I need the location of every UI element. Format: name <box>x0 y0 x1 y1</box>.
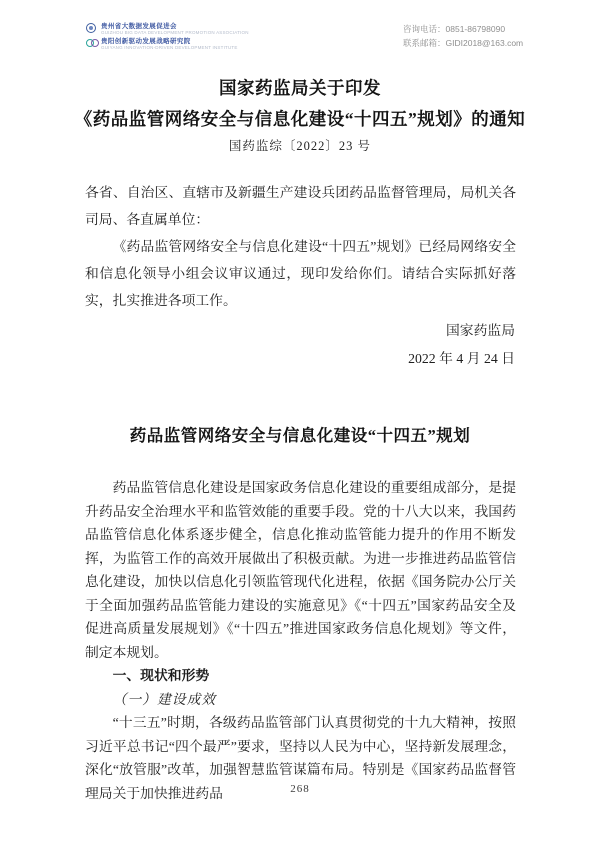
addressee-line: 各省、自治区、直辖市及新疆生产建设兵团药品监督管理局，局机关各司局、各直属单位： <box>85 185 516 227</box>
plan-paragraph-1: 药品监管信息化建设是国家政务信息化建设的重要组成部分，是提升药品安全治理水平和监管效能的重要手段。党的十八大以来，我国药品监管信息化体系逐步健全，信息化推动监管能力提升的作用不断发挥，为监管工作的高效开展做出了积极贡献。为进一步推进药品监管信息化建设，加快以信息化引领监管现代化进程，依据《国务院办公厅关于全面加强药品监管能力建设的实施意见》《“十四五”国家药品安全及促进高质量发展规划》《“十四五”推进国家政务信息化规划》等文件，制定本规划。 <box>85 480 516 660</box>
association-emblem-icon <box>86 23 98 35</box>
notice-title-line2: 《药品监管网络安全与信息化建设“十四五”规划》的通知 <box>74 109 526 129</box>
association-name: 贵州省大数据发展促进会 <box>101 23 177 30</box>
plan-title: 药品监管网络安全与信息化建设“十四五”规划 <box>129 426 471 445</box>
header-logos <box>86 23 249 52</box>
institute-swirl-icon <box>86 38 98 50</box>
page-number: 268 <box>290 783 310 795</box>
signer-name: 国家药监局 <box>446 323 515 338</box>
section-heading-1: 一、现状和形势 <box>112 668 210 683</box>
phone-number: 0851-86798090 <box>445 24 506 34</box>
plan-body <box>85 476 516 805</box>
phone-label: 咨询电话： <box>403 24 446 34</box>
association-logo <box>86 23 249 36</box>
section-subheading-1: （一）建设成效 <box>112 691 217 707</box>
email-address: GIDI2018@163.com <box>445 38 524 48</box>
institute-name: 贵阳创新驱动发展战略研究院 <box>101 37 191 45</box>
signature-block <box>85 317 515 372</box>
header-contact <box>403 22 523 50</box>
notice-paragraph: 《药品监管网络安全与信息化建设“十四五”规划》已经局网络安全和信息化领导小组会议审议通过，现印发给你们。请结合实际抓好落实，扎实推进各项工作。 <box>85 239 516 308</box>
notice-body <box>85 179 516 314</box>
notice-title-line1: 国家药监局关于印发 <box>219 78 381 98</box>
institute-logo <box>86 38 249 51</box>
signature-date: 2022 年 4 月 24 日 <box>408 350 515 366</box>
document-number: 国药监综〔2022〕23 号 <box>228 139 372 153</box>
institute-name-en: GUIYANG INNOVATION-DRIVEN DEVELOPMENT INSTITUTE <box>101 45 238 51</box>
email-label: 联系邮箱： <box>403 38 446 48</box>
association-name-en: GUIZHOU BIG DATA DEVELOPMENT PROMOTION ASSOCIATION <box>101 30 249 36</box>
plan-paragraph-2: “十三五”时期，各级药品监管部门认真贯彻党的十九大精神，按照习近平总书记“四个最严”要求，坚持以人民为中心，坚持新发展理念，深化“放管服”改革，加强智慧监管谋篇布局。特别是《国家药品监督管理局关于加快推进药品 <box>85 715 516 801</box>
